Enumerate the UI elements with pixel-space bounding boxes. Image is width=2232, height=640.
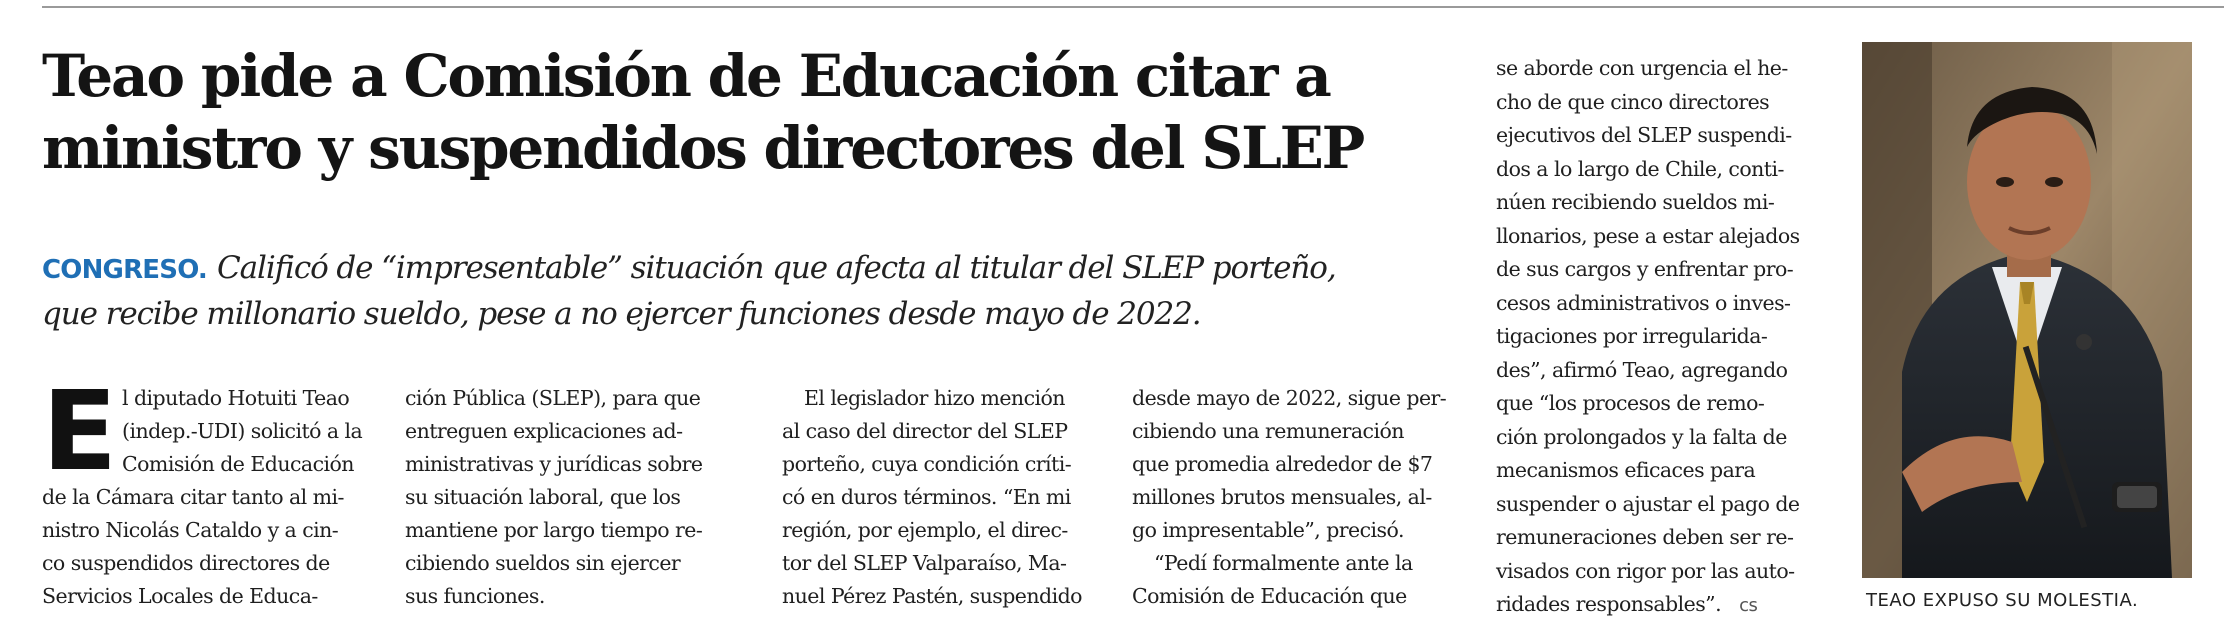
body-column-1 <box>42 367 382 613</box>
body-line: Servicios Locales de Educa- <box>42 584 318 608</box>
body-line: ejecutivos del SLEP suspendi- <box>1496 123 1792 147</box>
body-line: Comisión de Educación que <box>1132 584 1407 608</box>
body-line: al caso del director del SLEP <box>782 419 1068 443</box>
body-line: mantiene por largo tiempo re- <box>405 518 703 542</box>
end-mark-icon: cs <box>1739 595 1758 616</box>
body-line: cho de que cinco directores <box>1496 89 1770 114</box>
body-line: (indep.-UDI) solicitó a la <box>122 419 363 443</box>
body-line: cibiendo una remuneración <box>1132 419 1404 443</box>
body-column-4 <box>1132 382 1467 613</box>
body-line: llonarios, pese a estar alejados <box>1496 223 1800 248</box>
body-line: porteño, cuya condición críti- <box>782 452 1072 476</box>
body-line: visados con rigor por las auto- <box>1496 558 1795 583</box>
body-line: l diputado Hotuiti Teao <box>122 386 350 410</box>
body-line: go impresentable”, precisó. <box>1132 518 1404 542</box>
body-line: tigaciones por irregularida- <box>1496 324 1768 348</box>
deck <box>42 246 1482 336</box>
body-line: desde mayo de 2022, sigue per- <box>1132 386 1447 410</box>
body-line: nuel Pérez Pastén, suspendido <box>782 584 1082 608</box>
body-line: tor del SLEP Valparaíso, Ma- <box>782 551 1067 575</box>
photo-caption: TEAO EXPUSO SU MOLESTIA. <box>1866 590 2139 611</box>
body-line: cesos administrativos o inves- <box>1496 290 1791 315</box>
photo-illustration <box>1862 42 2192 578</box>
body-line: suspender o ajustar el pago de <box>1496 491 1800 516</box>
body-line: que promedia alrededor de $7 <box>1132 452 1433 476</box>
body-line: Comisión de Educación <box>122 452 354 476</box>
body-line: nistro Nicolás Cataldo y a cin- <box>42 518 339 542</box>
body-line: ción Pública (SLEP), para que <box>405 386 701 410</box>
body-line: sus funciones. <box>405 584 545 608</box>
headline <box>42 40 1472 184</box>
photo-of-speaker <box>1862 42 2192 578</box>
headline-line-2: ministro y suspendidos directores del SLEP <box>42 114 1364 182</box>
body-line-last <box>1496 588 1831 622</box>
deck-line-1 <box>42 246 1482 292</box>
body-line: co suspendidos directores de <box>42 551 330 575</box>
deck-line-2: que recibe millonario sueldo, pese a no ejercer funciones desde mayo de 2022. <box>42 296 1201 332</box>
body-column-2 <box>405 382 745 613</box>
body-line: de la Cámara citar tanto al mi- <box>42 485 344 509</box>
body-line: El legislador hizo mención <box>804 386 1065 410</box>
body-column-3 <box>782 382 1112 613</box>
body-line: des”, afirmó Teao, agregando <box>1496 357 1788 382</box>
body-line: có en duros términos. “En mi <box>782 485 1071 509</box>
body-line: mecanismos eficaces para <box>1496 458 1756 482</box>
body-line: su situación laboral, que los <box>405 485 681 509</box>
body-line: ción prolongados y la falta de <box>1496 424 1787 449</box>
body-line: cibiendo sueldos sin ejercer <box>405 551 681 575</box>
body-line: “Pedí formalmente ante la <box>1154 551 1413 575</box>
deck-text-1: Calificó de “impresentable” situación que afecta al titular del SLEP porteño, <box>217 250 1336 286</box>
body-line: dos a lo largo de Chile, conti- <box>1496 156 1784 181</box>
kicker-label: CONGRESO. <box>42 255 207 285</box>
body-line-text: ridades responsables”. <box>1496 592 1722 616</box>
body-line: de sus cargos y enfrentar pro- <box>1496 257 1794 281</box>
body-line: entreguen explicaciones ad- <box>405 419 683 443</box>
headline-line-1: Teao pide a Comisión de Educación citar a <box>42 42 1330 110</box>
drop-cap: E <box>42 367 118 495</box>
body-line: millones brutos mensuales, al- <box>1132 485 1432 509</box>
body-line: núen recibiendo sueldos mi- <box>1496 190 1775 214</box>
body-line: que “los procesos de remo- <box>1496 391 1765 415</box>
body-line: región, por ejemplo, el direc- <box>782 518 1068 542</box>
body-column-5 <box>1496 52 1831 623</box>
top-rule <box>42 6 2224 8</box>
body-line: ministrativas y jurídicas sobre <box>405 452 703 476</box>
body-line: remuneraciones deben ser re- <box>1496 525 1794 549</box>
body-line: se aborde con urgencia el he- <box>1496 56 1788 80</box>
